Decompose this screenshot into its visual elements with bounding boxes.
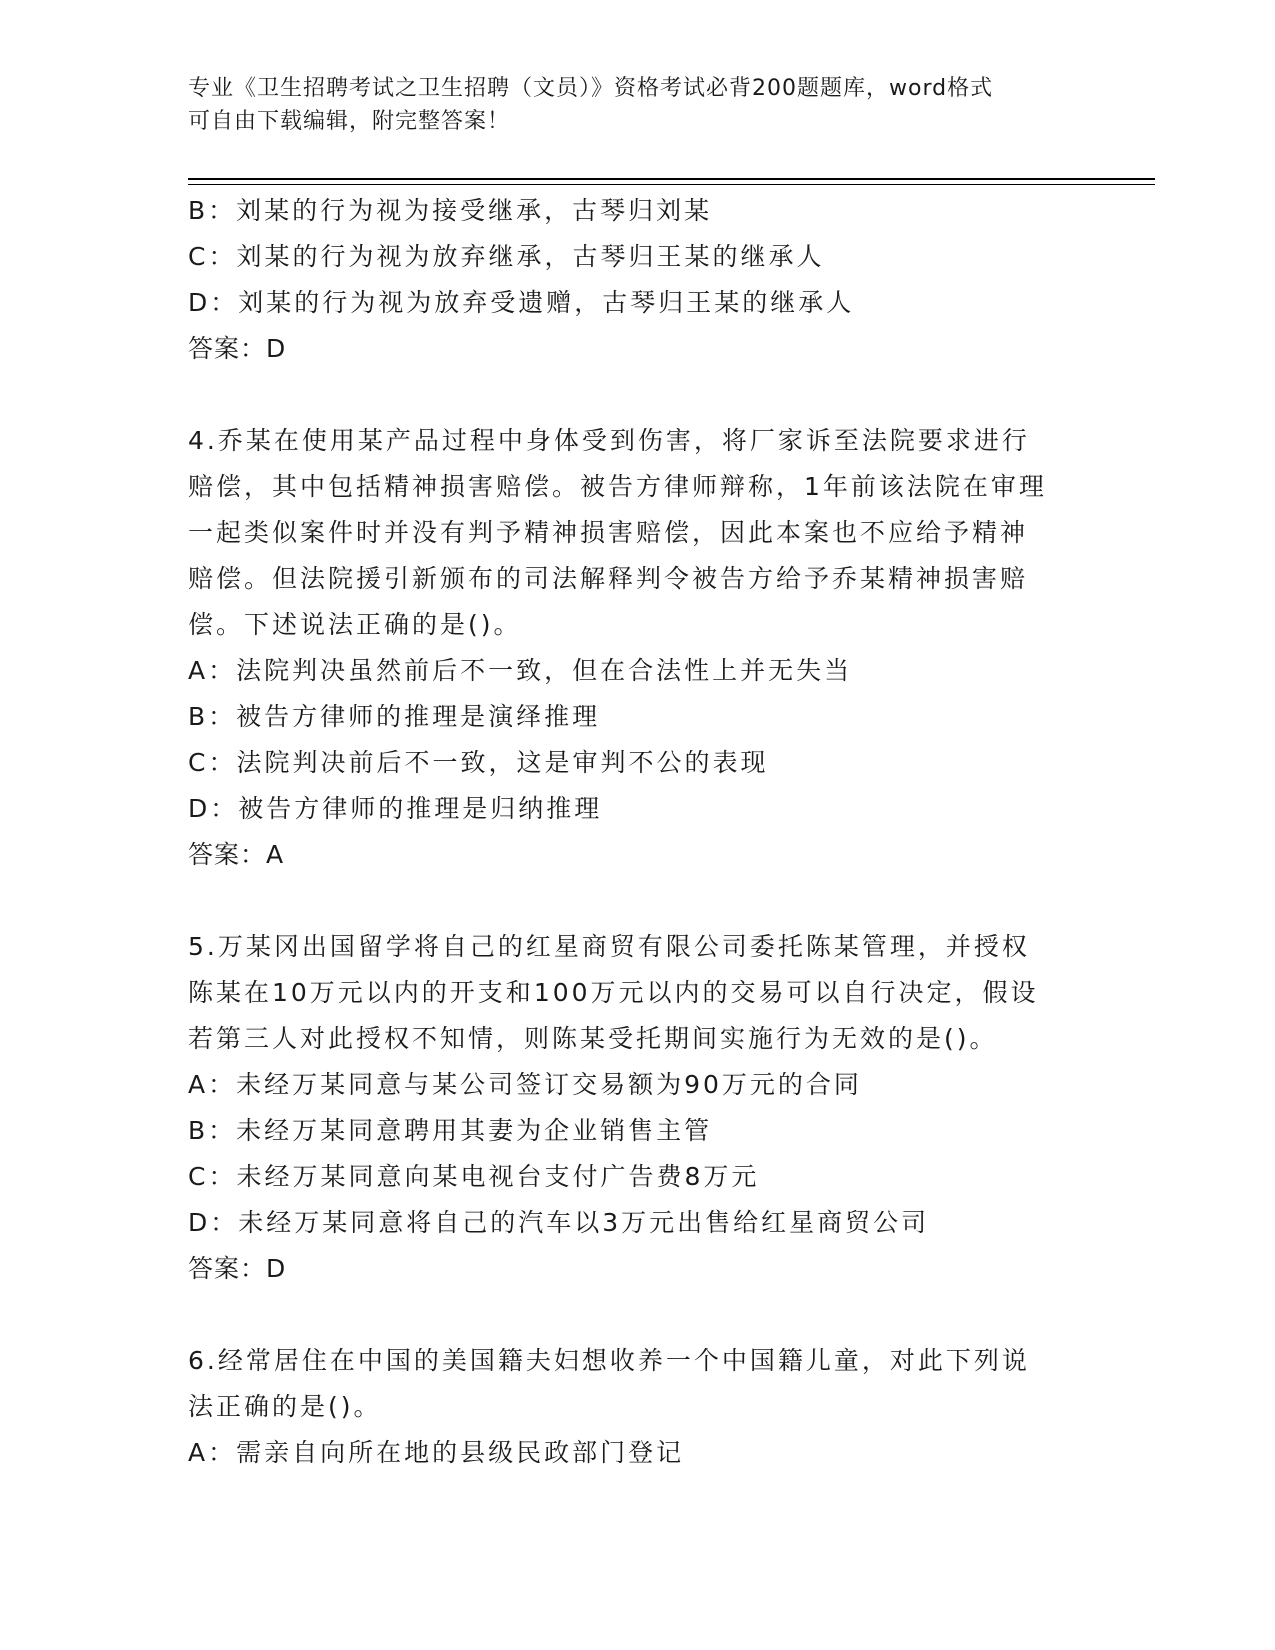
question-5: [188, 924, 1088, 1292]
question-stem-line: 若第三人对此授权不知情，则陈某受托期间实施行为无效的是()。: [188, 1024, 998, 1053]
option-b: B：刘某的行为视为接受继承，古琴归刘某: [188, 196, 713, 225]
option-b: B：被告方律师的推理是演绎推理: [188, 702, 601, 731]
document-header: [188, 72, 1088, 138]
option-d: D：未经万某同意将自己的汽车以3万元出售给红星商贸公司: [188, 1208, 930, 1237]
spacer: [188, 372, 1088, 418]
question-stem-line: 5.万某冈出国留学将自己的红星商贸有限公司委托陈某管理，并授权: [188, 932, 1030, 961]
header-divider-thick: [188, 178, 1155, 180]
question-6: [188, 1338, 1088, 1476]
question-stem-line: 法正确的是()。: [188, 1392, 382, 1421]
answer-line: 答案：A: [188, 840, 285, 869]
header-line-1: 专业《卫生招聘考试之卫生招聘（文员）》资格考试必背200题题库，word格式: [188, 76, 994, 101]
question-content: [188, 188, 1088, 1476]
answer-line: 答案：D: [188, 1254, 287, 1283]
answer-line: 答案：D: [188, 334, 287, 363]
spacer: [188, 1292, 1088, 1338]
question-stem-line: 偿。下述说法正确的是()。: [188, 610, 522, 639]
option-d: D：刘某的行为视为放弃受遗赠，古琴归王某的继承人: [188, 288, 855, 317]
question-stem-line: 陈某在10万元以内的开支和100万元以内的交易可以自行决定，假设: [188, 978, 1039, 1007]
question-stem-line: 6.经常居住在中国的美国籍夫妇想收养一个中国籍儿童，对此下列说: [188, 1346, 1030, 1375]
option-d: D：被告方律师的推理是归纳推理: [188, 794, 603, 823]
question-4: [188, 418, 1088, 878]
option-c: C：未经万某同意向某电视台支付广告费8万元: [188, 1162, 760, 1191]
option-c: C：刘某的行为视为放弃继承，古琴归王某的继承人: [188, 242, 825, 271]
header-divider-thin: [188, 184, 1155, 185]
question-stem-line: 4.乔某在使用某产品过程中身体受到伤害，将厂家诉至法院要求进行: [188, 426, 1030, 455]
option-c: C：法院判决前后不一致，这是审判不公的表现: [188, 748, 769, 777]
question-stem-line: 赔偿，其中包括精神损害赔偿。被告方律师辩称，1年前该法院在审理: [188, 472, 1047, 501]
question-stem-line: 赔偿。但法院援引新颁布的司法解释判令被告方给予乔某精神损害赔: [188, 564, 1029, 593]
option-a: A：未经万某同意与某公司签订交易额为90万元的合同: [188, 1070, 862, 1099]
question-block-3-continued: [188, 188, 1088, 372]
question-stem-line: 一起类似案件时并没有判予精神损害赔偿，因此本案也不应给予精神: [188, 518, 1029, 547]
header-line-2: 可自由下载编辑，附完整答案！: [188, 109, 511, 134]
option-a: A：需亲自向所在地的县级民政部门登记: [188, 1438, 685, 1467]
option-a: A：法院判决虽然前后不一致，但在合法性上并无失当: [188, 656, 853, 685]
spacer: [188, 878, 1088, 924]
option-b: B：未经万某同意聘用其妻为企业销售主管: [188, 1116, 713, 1145]
